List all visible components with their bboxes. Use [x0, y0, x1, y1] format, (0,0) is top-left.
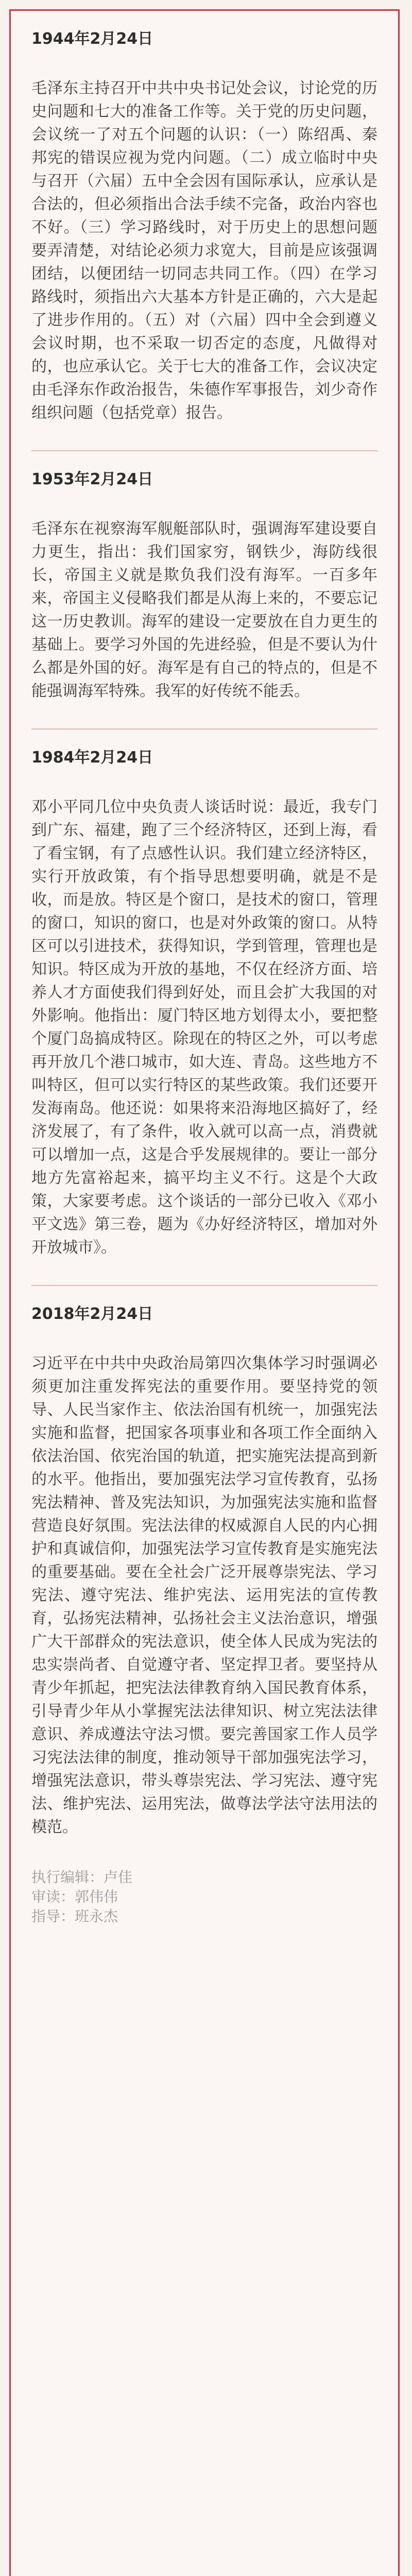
section-text: 毛泽东在视察海军舰艇部队时，强调海军建设要自力更生，指出：我们国家穷，钢铁少，海防线很长，帝国主义就是欺负我们没有海军。一百多年来，帝国主义侵略我们都是从海上来的，不要忘记这一历史教训。海军的建设一定要放在自力更生的基础上。要学习外国的先进经验，但是不要认为什么都是外国的好。海军是有自己的特点的，但是不能强调海军特殊。我军的好传统不能丢。	[31, 520, 377, 700]
article-frame	[9, 9, 400, 2576]
credit-supervisor: 指导：班永杰	[31, 1908, 118, 1925]
section-text: 邓小平同几位中央负责人谈话时说：最近，我专门到广东、福建，跑了三个经济特区，还到上海，看了看宝钢，有了点感性认识。我们建立经济特区，实行开放政策，有个指导思想要明确，就是不是收，而是放。特区是个窗口，是技术的窗口，管理的窗口，知识的窗口，也是对外政策的窗口。从特区可以引进技术，获得知识，学到管理，管理也是知识。特区成为开放的基地，不仅在经济方面、培养人才方面使我们得到好处，而且会扩大我国的对外影响。他指出：厦门特区地方划得太小，要把整个厦门岛搞成特区。除现在的特区之外，可以考虑再开放几个港口城市，如大连、青岛。这些地方不叫特区，但可以实行特区的某些政策。我们还要开发海南岛。他还说：如果将来沿海地区搞好了，经济发展了，有了条件，收入就可以高一点，消费就可以增加一点，这是合乎发展规律的。要让一部分地方先富裕起来，搞平均主义不行。这是个大政策，大家要考虑。这个谈话的一部分已收入《邓小平文选》第三卷，题为《办好经济特区，增加对外开放城市》。	[31, 798, 377, 1257]
section-text: 毛泽东主持召开中共中央书记处会议，讨论党的历史问题和七大的准备工作等。关于党的历史问题，会议统一了对五个问题的认识：（一）陈绍禹、秦邦宪的错误应视为党内问题。（二）成立临时中央与召开（六届）五中全会因有国际承认，应承认是合法的，但必须指出合法手续不完备，政治内容也不好。（三）学习路线时，对于历史上的思想问题要弄清楚，对结论必须力求宽大，目前是应该强调团结，以便团结一切同志共同工作。（四）在学习路线时，须指出六大基本方针是正确的，六大是起了进步作用的。（五）对（六届）四中全会到遵义会议时期，也不采取一切否定的态度，凡做得对的，也应承认它。关于七大的准备工作，会议决定由毛泽东作政治报告，朱德作军事报告，刘少奇作组织问题（包括党章）报告。	[31, 79, 377, 422]
section-text: 习近平在中共中央政治局第四次集体学习时强调必须更加注重发挥宪法的重要作用。要坚持党的领导、人民当家作主、依法治国有机统一，加强宪法实施和监督，把国家各项事业和各项工作全面纳入依法治国、依宪治国的轨道，把实施宪法提高到新的水平。他指出，要加强宪法学习宣传教育，弘扬宪法精神、普及宪法知识，为加强宪法实施和监督营造良好氛围。宪法法律的权威源自人民的内心拥护和真诚信仰，加强宪法学习宣传教育是实施宪法的重要基础。要在全社会广泛开展尊崇宪法、学习宪法、遵守宪法、维护宪法、运用宪法的宣传教育，弘扬宪法精神，弘扬社会主义法治意识，增强广大干部群众的宪法意识，使全体人民成为宪法的忠实崇尚者、自觉遵守者、坚定捍卫者。要坚持从青少年抓起，把宪法法律教育纳入国民教育体系，引导青少年从小掌握宪法法律知识、树立宪法法律意识、养成遵法守法习惯。要完善国家工作人员学习宪法法律的制度，推动领导干部加强宪法学习，增强宪法意识，带头尊崇宪法、学习宪法、遵守宪法、维护宪法、运用宪法，做尊法学法守法用法的模范。	[31, 1354, 377, 1836]
credit-reviewer: 审读：郭伟伟	[31, 1888, 118, 1905]
section-date: 2018年2月24日	[31, 1305, 153, 1323]
credit-editor: 执行编辑：卢佳	[31, 1869, 133, 1886]
section-date: 1953年2月24日	[31, 470, 153, 488]
article-body	[31, 27, 377, 1926]
section-date: 1984年2月24日	[31, 749, 153, 767]
section-date: 1944年2月24日	[31, 30, 153, 48]
credits	[31, 1868, 377, 1926]
